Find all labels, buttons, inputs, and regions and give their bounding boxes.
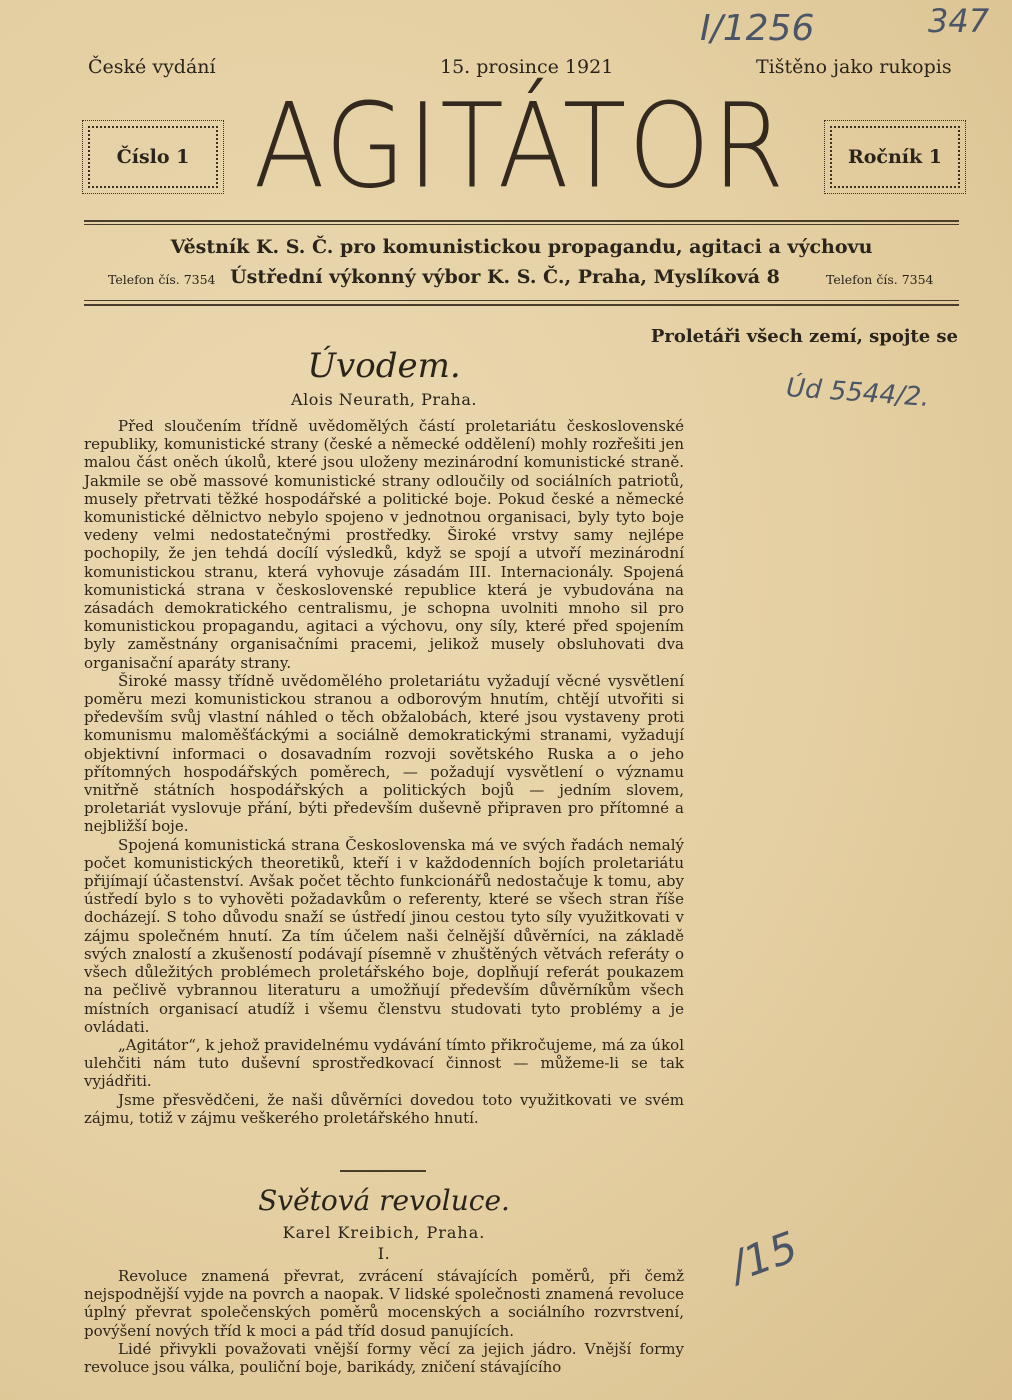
volume-label: Ročník 1: [847, 146, 943, 168]
archive-number: I/1256: [700, 8, 815, 49]
paragraph: Spojená komunistická strana Československa má ve svých řadách nemalý počet komunistických theoretiků, kteří i v každodenních bojích proletariátu přijímají účastenství. Avšak počet těchto funkcionářů nedostačuje k tomu, aby ústředí bylo s to vyhověti požadavkům o referenty, které se všech stran říše docházejí. S toho důvodu snaží se ústředí jinou cestou tyto síly využitkovati v zájmu společném hnutí. Za tím účelem naši čelnější důvěrníci, na základě svých znalostí a zkušeností podávají písemně v zhuštěných větvách referáty o všech důležitých problémech proletářského boje, doplňují referát poukazem na pečlivě vybrannou literaturu a umožňují především důvěrníkům všech místních organisací atudíž i všemu členstvu studovati tyto problémy a je ovládati.: [84, 835, 684, 1036]
edition-label: České vydání: [88, 56, 216, 78]
issue-number-label: Číslo 1: [116, 146, 190, 168]
phone-left: Telefon čís. 7354: [108, 272, 216, 287]
article-author: Alois Neurath, Praha.: [291, 390, 477, 409]
section-number: I.: [377, 1244, 391, 1263]
masthead-rule-bottom-thin: [84, 300, 959, 301]
subtitle: Věstník K. S. Č. pro komunistickou propagandu, agitaci a výchovu: [170, 236, 873, 258]
pencil-mark: /15: [723, 1221, 804, 1292]
article-body: [84, 417, 684, 1127]
page-number-mark: 347: [928, 2, 990, 40]
masthead-rule-bottom: [84, 304, 959, 306]
article-body: [84, 1267, 684, 1376]
paragraph: Lidé přivykli považovati vnější formy věcí za jejich jádro. Vnější formy revoluce jsou válka, pouliční boje, barikády, zničení stávajícího: [84, 1339, 684, 1377]
paragraph: „Agitátor“, k jehož pravidelnému vydávání tímto přikročujeme, má za úkol ulehčiti nám tuto duševní sprostředkovací činnost — můžeme-li se tak vyjádřiti.: [84, 1035, 684, 1091]
article-separator: [340, 1170, 426, 1172]
masthead-rule-top: [84, 220, 959, 222]
article-intro: [84, 346, 684, 1127]
paragraph: Široké massy třídně uvědomělého proletariátu vyžadují věcné vysvětlení poměru mezi komunistickou stranou a odborovým hnutím, chtějí utvořiti si především svůj vlastní náhled o těch obžalobách, které jsou vystaveny proti komunismu maloměšťáckými a sociálně demokratickými stranami, vyžadují objektivní informaci o dosavadním rozvoji sovětského Ruska a o jeho přítomných hospodářských poměrech, — požadují vysvětlení o významu vnitřně státních hospodářských a politických bojů — jedním slovem, proletariát vyslovuje přání, býti především duševně připraven pro přítomné a nejbližší boje.: [84, 671, 684, 836]
masthead-title: AGITÁTOR: [253, 77, 787, 215]
article-author: Karel Kreibich, Praha.: [282, 1223, 486, 1242]
masthead-rule-top-thin: [84, 224, 959, 225]
phone-right: Telefon čís. 7354: [826, 272, 934, 287]
motto: Proletáři všech zemí, spojte se: [650, 326, 958, 347]
article-title: Světová revoluce.: [258, 1184, 510, 1217]
paragraph: Revoluce znamená převrat, zvrácení stávajících poměrů, při čemž nejspodnější vyjde na povrch a naopak. V lidské společnosti znamená revoluce úplný převrat společenských poměrů mocenských a sociálního rozvrstvení, povýšení nových tříd k moci a pád tříd dosud panujících.: [84, 1267, 684, 1340]
issue-date: 15. prosince 1921: [440, 56, 614, 78]
paragraph: Jsme přesvědčeni, že naši důvěrníci dovedou toto využitkovati ve svém zájmu, totiž v zájmu veškerého proletářského hnutí.: [84, 1090, 684, 1127]
publisher-line: Ústřední výkonný výbor K. S. Č., Praha, Myslíková 8: [230, 266, 780, 288]
shelf-mark: Úd 5544/2.: [785, 373, 931, 413]
article-title: Úvodem.: [307, 346, 461, 386]
issue-number-box: [88, 126, 218, 188]
volume-box: [830, 126, 960, 188]
print-note: Tištěno jako rukopis: [756, 56, 952, 78]
article-world-revolution: [84, 1184, 684, 1376]
paragraph: Před sloučením třídně uvědomělých částí proletariátu československé republiky, komunistické strany (české a německé oddělení) mohly rozřešiti jen malou část oněch úkolů, které jsou uloženy mezinárodní komunistické straně. Jakmile se obě massové komunistické strany odloučily od sociálních patriotů, musely přetrvati těžké hospodářské a politické boje. Pokud české a německé komunistické dělnictvo nebylo spojeno v jednotnou organisaci, byly tyto boje vedeny velmi nedostatečnými prostředky. Široké vrstvy samy nejlépe pochopily, že jen tehdá docílí výsledků, když se spojí a utvoří mezinárodní komunistickou stranu, která vyhovuje zásadám III. Internacionály. Spojená komunistická strana v československé republice která je vybudována na zásadách demokratického centralismu, je schopna uvolniti mnoho sil pro komunistickou propagandu, agitaci a výchovu, ony síly, které před spojením byly zaměstnány organisačními pracemi, jelikož musely obsluhovati dva organisační aparáty strany.: [84, 417, 684, 672]
